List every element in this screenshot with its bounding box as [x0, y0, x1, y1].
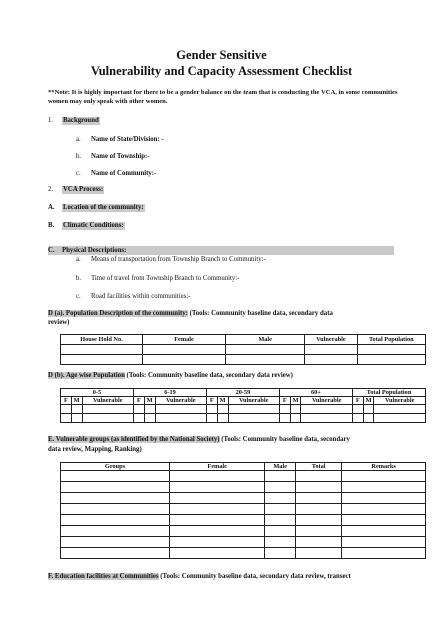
pop-header-total: Total Population: [357, 335, 425, 345]
section-1-number: 1.: [48, 117, 54, 124]
section-e-heading: E. Vulnerable groups (as identified by the National Society): [48, 436, 220, 443]
age-cell[interactable]: [133, 405, 144, 414]
groups-header-male: Male: [265, 463, 296, 471]
groups-cell[interactable]: [342, 515, 426, 526]
groups-cell[interactable]: [342, 504, 426, 515]
section-b-heading: Climatic Conditions:: [63, 222, 124, 229]
groups-cell[interactable]: [61, 482, 170, 493]
section-e-tools-cont: data review, Mapping, Ranking): [48, 446, 142, 453]
bg-item-c-letter: c.: [76, 170, 81, 177]
age-sub-f: F: [133, 397, 144, 405]
groups-cell[interactable]: [265, 471, 296, 482]
groups-cell[interactable]: [342, 537, 426, 548]
section-da-heading: D (a). Population Description of the community:: [48, 310, 188, 317]
age-sub-vulnerable: Vulnerable: [374, 397, 426, 405]
groups-cell[interactable]: [61, 471, 170, 482]
table-row: [61, 493, 426, 504]
age-cell[interactable]: [61, 405, 72, 414]
groups-cell[interactable]: [296, 493, 342, 504]
groups-cell[interactable]: [170, 493, 265, 504]
age-cell[interactable]: [279, 405, 290, 414]
section-da-tools: (Tools: Community baseline data, secondary data: [187, 310, 333, 317]
groups-cell[interactable]: [265, 504, 296, 515]
age-sub-m: M: [144, 397, 155, 405]
groups-cell[interactable]: [265, 515, 296, 526]
table-row: [61, 504, 426, 515]
groups-cell[interactable]: [61, 548, 170, 559]
groups-cell[interactable]: [296, 471, 342, 482]
age-cell[interactable]: [82, 414, 133, 423]
table-row: [61, 548, 426, 559]
groups-cell[interactable]: [61, 537, 170, 548]
pop-cell[interactable]: [226, 345, 305, 355]
section-a-letter: A.: [48, 204, 55, 211]
table-row: [61, 405, 426, 414]
age-cell[interactable]: [133, 414, 144, 423]
section-db-heading: D (b). Age wise Population: [48, 372, 125, 379]
bg-item-b-text: Name of Township:-: [91, 153, 150, 160]
age-cell[interactable]: [228, 414, 279, 423]
groups-cell[interactable]: [342, 482, 426, 493]
groups-cell[interactable]: [342, 526, 426, 537]
age-group-20-59: 20-59: [206, 389, 279, 397]
bg-item-a-letter: a.: [76, 136, 81, 143]
groups-cell[interactable]: [61, 504, 170, 515]
section-f-tools: (Tools: Community baseline data, secondary data review, transect: [158, 573, 351, 580]
age-cell[interactable]: [82, 405, 133, 414]
section-db-heading-line: [48, 372, 293, 380]
bg-item-b-letter: b.: [76, 153, 82, 160]
age-group-60-plus: 60+: [279, 389, 352, 397]
age-cell[interactable]: [301, 405, 352, 414]
age-sub-vulnerable: Vulnerable: [82, 397, 133, 405]
groups-cell[interactable]: [61, 515, 170, 526]
pop-header-male: Male: [226, 335, 305, 345]
groups-cell[interactable]: [170, 504, 265, 515]
age-cell[interactable]: [228, 405, 279, 414]
age-cell[interactable]: [144, 414, 155, 423]
groups-cell[interactable]: [296, 526, 342, 537]
age-sub-m: M: [217, 397, 228, 405]
age-sub-vulnerable: Vulnerable: [228, 397, 279, 405]
age-cell[interactable]: [352, 405, 363, 414]
age-cell[interactable]: [290, 414, 301, 423]
section-a-heading: Location of the community:: [63, 204, 144, 211]
note-text: **Note: It is highly important for there to be a gender balance on the team that is conducting the VCA, in some communities women may only speak with other women.: [48, 89, 398, 105]
age-cell[interactable]: [206, 405, 217, 414]
groups-cell[interactable]: [342, 493, 426, 504]
age-cell[interactable]: [71, 414, 82, 423]
age-cell[interactable]: [206, 414, 217, 423]
phys-item-a-text: Means of transportation from Township Branch to Community:-: [91, 256, 266, 263]
phys-item-c-letter: c.: [76, 293, 81, 300]
bg-item-a-text: Name of State/Division: -: [91, 136, 164, 143]
groups-cell[interactable]: [265, 526, 296, 537]
age-group-6-19: 6-19: [133, 389, 206, 397]
table-row: [61, 471, 426, 482]
section-da-tools-cont: review): [48, 319, 70, 326]
table-row: [61, 515, 426, 526]
groups-cell[interactable]: [265, 493, 296, 504]
pop-cell[interactable]: [357, 355, 425, 365]
age-cell[interactable]: [363, 414, 374, 423]
phys-item-a-letter: a.: [76, 256, 81, 263]
section-2-number: 2.: [48, 186, 54, 193]
groups-cell[interactable]: [296, 482, 342, 493]
age-sub-f: F: [352, 397, 363, 405]
age-sub-m: M: [290, 397, 301, 405]
groups-cell[interactable]: [265, 548, 296, 559]
age-cell[interactable]: [155, 414, 206, 423]
age-group-total: Total Population: [352, 389, 425, 397]
groups-cell[interactable]: [296, 515, 342, 526]
table-row: [61, 414, 426, 423]
title-line-1: Gender Sensitive: [176, 48, 267, 62]
age-cell[interactable]: [290, 405, 301, 414]
age-sub-m: M: [363, 397, 374, 405]
section-da-heading-line: [48, 310, 333, 318]
section-c-letter: C.: [48, 247, 55, 254]
age-sub-m: M: [71, 397, 82, 405]
groups-cell[interactable]: [296, 504, 342, 515]
groups-header-groups: Groups: [61, 463, 170, 471]
table-row: [61, 345, 426, 355]
groups-header-female: Female: [170, 463, 265, 471]
pop-cell[interactable]: [357, 345, 425, 355]
groups-cell[interactable]: [342, 471, 426, 482]
age-cell[interactable]: [217, 405, 228, 414]
section-2-heading: VCA Process:: [63, 186, 104, 193]
population-table: [60, 334, 426, 365]
groups-cell[interactable]: [296, 537, 342, 548]
age-sub-vulnerable: Vulnerable: [155, 397, 206, 405]
table-row: [61, 482, 426, 493]
section-1-heading: Background: [63, 117, 99, 124]
age-cell[interactable]: [374, 405, 426, 414]
phys-item-b-letter: b.: [76, 275, 82, 282]
age-sub-vulnerable: Vulnerable: [301, 397, 352, 405]
groups-cell[interactable]: [265, 537, 296, 548]
section-f-heading-line: [48, 573, 351, 581]
groups-cell[interactable]: [61, 493, 170, 504]
age-cell[interactable]: [363, 405, 374, 414]
age-sub-f: F: [279, 397, 290, 405]
groups-cell[interactable]: [170, 515, 265, 526]
groups-cell[interactable]: [170, 537, 265, 548]
groups-cell[interactable]: [342, 548, 426, 559]
section-db-tools: (Tools: Community baseline data, secondary data review): [124, 372, 293, 379]
table-row: [61, 355, 426, 365]
groups-cell[interactable]: [265, 482, 296, 493]
pop-cell[interactable]: [142, 355, 225, 365]
table-row: [61, 537, 426, 548]
pop-cell[interactable]: [61, 355, 143, 365]
groups-header-total: Total: [296, 463, 342, 471]
age-cell[interactable]: [155, 405, 206, 414]
pop-cell[interactable]: [226, 355, 305, 365]
pop-header-vulnerable: Vulnerable: [305, 335, 357, 345]
groups-header-remarks: Remarks: [342, 463, 426, 471]
section-e-heading-line: [48, 436, 350, 444]
age-cell[interactable]: [144, 405, 155, 414]
age-cell[interactable]: [352, 414, 363, 423]
pop-cell[interactable]: [305, 355, 357, 365]
section-b-letter: B.: [48, 222, 55, 229]
groups-cell[interactable]: [170, 548, 265, 559]
groups-cell[interactable]: [61, 526, 170, 537]
groups-cell[interactable]: [170, 471, 265, 482]
section-c-heading: Physical Descriptions:: [62, 247, 127, 254]
title-line-2: Vulnerability and Capacity Assessment Checklist: [90, 64, 353, 78]
phys-item-c-text: Road facilities within communities:-: [91, 293, 191, 300]
pop-cell[interactable]: [305, 345, 357, 355]
age-cell[interactable]: [61, 414, 72, 423]
groups-cell[interactable]: [170, 482, 265, 493]
pop-cell[interactable]: [142, 345, 225, 355]
vulnerable-groups-table: [60, 462, 426, 559]
age-cell[interactable]: [279, 414, 290, 423]
age-cell[interactable]: [301, 414, 352, 423]
section-f-heading: F. Education facilities at Communities: [48, 573, 159, 580]
section-e-tools: (Tools: Community baseline data, secondary: [219, 436, 350, 443]
groups-cell[interactable]: [170, 526, 265, 537]
age-cell[interactable]: [217, 414, 228, 423]
age-cell[interactable]: [71, 405, 82, 414]
pop-header-female: Female: [142, 335, 225, 345]
bg-item-c-text: Name of Community:-: [91, 170, 157, 177]
age-group-0-5: 0-5: [61, 389, 134, 397]
pop-header-household: House Hold No.: [61, 335, 143, 345]
age-sub-f: F: [61, 397, 72, 405]
phys-item-b-text: Time of travel from Township Branch to Community:-: [91, 275, 240, 282]
age-table: [60, 388, 426, 423]
age-cell[interactable]: [374, 414, 426, 423]
table-row: [61, 526, 426, 537]
age-sub-f: F: [206, 397, 217, 405]
groups-cell[interactable]: [296, 548, 342, 559]
pop-cell[interactable]: [61, 345, 143, 355]
